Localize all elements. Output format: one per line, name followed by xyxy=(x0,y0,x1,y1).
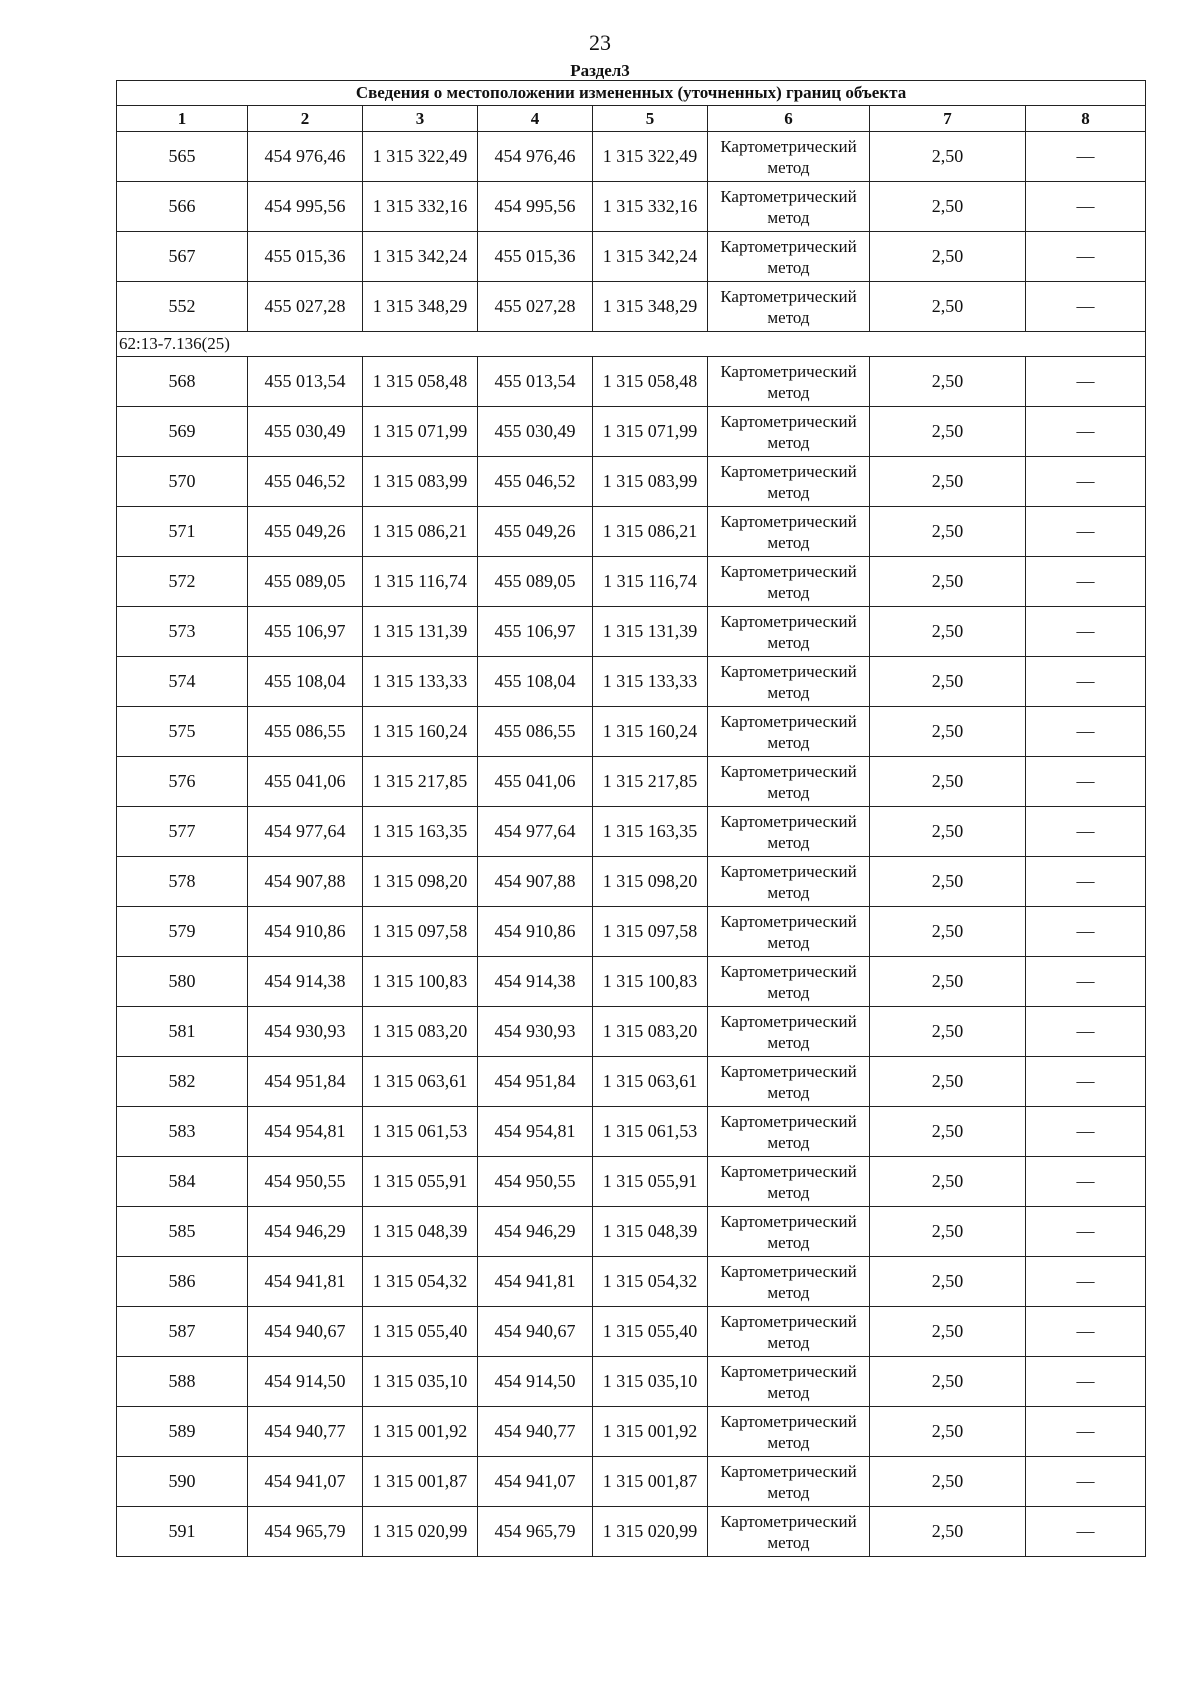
cell-point-number: 577 xyxy=(117,807,248,857)
column-number: 4 xyxy=(478,106,593,132)
cell-x-new: 455 030,49 xyxy=(478,407,593,457)
cell-x-old: 455 030,49 xyxy=(248,407,363,457)
table-row xyxy=(117,707,1146,757)
cell-y-old: 1 315 342,24 xyxy=(363,232,478,282)
cell-x-new: 455 046,52 xyxy=(478,457,593,507)
cell-point-number: 581 xyxy=(117,1007,248,1057)
cell-y-new: 1 315 217,85 xyxy=(593,757,708,807)
cell-method: Картометрический метод xyxy=(708,407,870,457)
cell-y-new: 1 315 160,24 xyxy=(593,707,708,757)
cell-method: Картометрический метод xyxy=(708,607,870,657)
cell-x-old: 455 046,52 xyxy=(248,457,363,507)
cell-method: Картометрический метод xyxy=(708,1507,870,1557)
cell-accuracy: 2,50 xyxy=(870,1307,1026,1357)
column-number: 2 xyxy=(248,106,363,132)
cell-x-old: 454 941,07 xyxy=(248,1457,363,1507)
cell-x-new: 454 995,56 xyxy=(478,182,593,232)
cell-y-old: 1 315 160,24 xyxy=(363,707,478,757)
cell-description: — xyxy=(1026,1457,1146,1507)
cell-method: Картометрический метод xyxy=(708,1457,870,1507)
cell-point-number: 588 xyxy=(117,1357,248,1407)
cell-description: — xyxy=(1026,707,1146,757)
cell-x-old: 454 976,46 xyxy=(248,132,363,182)
cell-description: — xyxy=(1026,1357,1146,1407)
cell-point-number: 552 xyxy=(117,282,248,332)
cell-x-old: 455 108,04 xyxy=(248,657,363,707)
cell-y-new: 1 315 097,58 xyxy=(593,907,708,957)
cell-description: — xyxy=(1026,1407,1146,1457)
cell-description: — xyxy=(1026,1507,1146,1557)
cell-x-old: 454 977,64 xyxy=(248,807,363,857)
cell-accuracy: 2,50 xyxy=(870,1157,1026,1207)
cell-point-number: 586 xyxy=(117,1257,248,1307)
cell-y-old: 1 315 163,35 xyxy=(363,807,478,857)
cell-point-number: 567 xyxy=(117,232,248,282)
column-number: 1 xyxy=(117,106,248,132)
cell-x-old: 454 914,38 xyxy=(248,957,363,1007)
cell-x-old: 455 027,28 xyxy=(248,282,363,332)
cell-x-new: 454 940,77 xyxy=(478,1407,593,1457)
cell-point-number: 575 xyxy=(117,707,248,757)
table-row xyxy=(117,757,1146,807)
cell-description: — xyxy=(1026,807,1146,857)
cell-x-old: 455 049,26 xyxy=(248,507,363,557)
cell-x-old: 454 965,79 xyxy=(248,1507,363,1557)
cell-accuracy: 2,50 xyxy=(870,1507,1026,1557)
cell-method: Картометрический метод xyxy=(708,1257,870,1307)
cell-x-old: 455 013,54 xyxy=(248,357,363,407)
table-row xyxy=(117,1107,1146,1157)
cell-method: Картометрический метод xyxy=(708,507,870,557)
cell-y-new: 1 315 131,39 xyxy=(593,607,708,657)
cell-y-new: 1 315 001,92 xyxy=(593,1407,708,1457)
column-number: 7 xyxy=(870,106,1026,132)
cell-method: Картометрический метод xyxy=(708,1207,870,1257)
cell-method: Картометрический метод xyxy=(708,132,870,182)
cell-y-old: 1 315 083,99 xyxy=(363,457,478,507)
cell-accuracy: 2,50 xyxy=(870,282,1026,332)
table-caption: Сведения о местоположении измененных (уточненных) границ объекта xyxy=(117,81,1146,106)
cell-description: — xyxy=(1026,857,1146,907)
cell-y-old: 1 315 071,99 xyxy=(363,407,478,457)
cell-accuracy: 2,50 xyxy=(870,357,1026,407)
cell-y-new: 1 315 133,33 xyxy=(593,657,708,707)
cell-y-old: 1 315 100,83 xyxy=(363,957,478,1007)
cell-x-new: 454 946,29 xyxy=(478,1207,593,1257)
cell-description: — xyxy=(1026,182,1146,232)
cell-point-number: 585 xyxy=(117,1207,248,1257)
cell-x-old: 455 106,97 xyxy=(248,607,363,657)
cell-point-number: 580 xyxy=(117,957,248,1007)
table-row xyxy=(117,1007,1146,1057)
cell-x-old: 454 907,88 xyxy=(248,857,363,907)
cell-accuracy: 2,50 xyxy=(870,1007,1026,1057)
cell-y-old: 1 315 001,92 xyxy=(363,1407,478,1457)
cell-accuracy: 2,50 xyxy=(870,1057,1026,1107)
cell-method: Картометрический метод xyxy=(708,807,870,857)
cell-y-new: 1 315 058,48 xyxy=(593,357,708,407)
cell-accuracy: 2,50 xyxy=(870,1457,1026,1507)
cell-accuracy: 2,50 xyxy=(870,1207,1026,1257)
cell-x-old: 455 041,06 xyxy=(248,757,363,807)
cell-x-old: 454 954,81 xyxy=(248,1107,363,1157)
cell-x-new: 454 976,46 xyxy=(478,132,593,182)
cell-x-old: 454 914,50 xyxy=(248,1357,363,1407)
cell-x-new: 455 015,36 xyxy=(478,232,593,282)
cell-y-new: 1 315 098,20 xyxy=(593,857,708,907)
cell-y-new: 1 315 071,99 xyxy=(593,407,708,457)
table-row xyxy=(117,1507,1146,1557)
cell-point-number: 578 xyxy=(117,857,248,907)
cell-method: Картометрический метод xyxy=(708,957,870,1007)
group-label: 62:13-7.136(25) xyxy=(117,332,1146,357)
section-title: Раздел3 xyxy=(570,61,630,80)
table-body xyxy=(117,81,1146,1557)
cell-y-old: 1 315 035,10 xyxy=(363,1357,478,1407)
cell-x-new: 454 930,93 xyxy=(478,1007,593,1057)
cell-method: Картометрический метод xyxy=(708,707,870,757)
cell-description: — xyxy=(1026,1057,1146,1107)
cell-y-old: 1 315 020,99 xyxy=(363,1507,478,1557)
cell-y-new: 1 315 342,24 xyxy=(593,232,708,282)
cell-y-new: 1 315 055,91 xyxy=(593,1157,708,1207)
cell-method: Картометрический метод xyxy=(708,907,870,957)
cell-point-number: 568 xyxy=(117,357,248,407)
cell-x-new: 454 950,55 xyxy=(478,1157,593,1207)
cell-accuracy: 2,50 xyxy=(870,507,1026,557)
table-row xyxy=(117,1157,1146,1207)
cell-y-old: 1 315 332,16 xyxy=(363,182,478,232)
cell-x-old: 454 940,67 xyxy=(248,1307,363,1357)
cell-accuracy: 2,50 xyxy=(870,557,1026,607)
boundary-coordinates-table xyxy=(116,80,1146,1557)
cell-y-new: 1 315 083,99 xyxy=(593,457,708,507)
table-row xyxy=(117,1407,1146,1457)
cell-y-new: 1 315 061,53 xyxy=(593,1107,708,1157)
cell-accuracy: 2,50 xyxy=(870,857,1026,907)
cell-method: Картометрический метод xyxy=(708,857,870,907)
cell-description: — xyxy=(1026,557,1146,607)
table-row xyxy=(117,1207,1146,1257)
cell-method: Картометрический метод xyxy=(708,232,870,282)
cell-x-new: 454 951,84 xyxy=(478,1057,593,1107)
cell-x-old: 454 941,81 xyxy=(248,1257,363,1307)
cell-accuracy: 2,50 xyxy=(870,1257,1026,1307)
cell-accuracy: 2,50 xyxy=(870,1357,1026,1407)
cell-description: — xyxy=(1026,132,1146,182)
cell-y-new: 1 315 332,16 xyxy=(593,182,708,232)
cell-y-old: 1 315 133,33 xyxy=(363,657,478,707)
cell-y-new: 1 315 348,29 xyxy=(593,282,708,332)
cell-y-old: 1 315 131,39 xyxy=(363,607,478,657)
cell-method: Картометрический метод xyxy=(708,1157,870,1207)
table-row xyxy=(117,857,1146,907)
cell-point-number: 576 xyxy=(117,757,248,807)
cell-y-new: 1 315 083,20 xyxy=(593,1007,708,1057)
cell-y-old: 1 315 063,61 xyxy=(363,1057,478,1107)
cell-x-old: 454 910,86 xyxy=(248,907,363,957)
cell-y-old: 1 315 001,87 xyxy=(363,1457,478,1507)
table-row xyxy=(117,457,1146,507)
cell-point-number: 587 xyxy=(117,1307,248,1357)
cell-point-number: 569 xyxy=(117,407,248,457)
table-row xyxy=(117,182,1146,232)
cell-y-old: 1 315 054,32 xyxy=(363,1257,478,1307)
cell-point-number: 584 xyxy=(117,1157,248,1207)
cell-method: Картометрический метод xyxy=(708,1007,870,1057)
cell-x-new: 455 049,26 xyxy=(478,507,593,557)
cell-x-old: 454 930,93 xyxy=(248,1007,363,1057)
cell-y-old: 1 315 055,91 xyxy=(363,1157,478,1207)
cell-x-new: 454 941,81 xyxy=(478,1257,593,1307)
cell-method: Картометрический метод xyxy=(708,357,870,407)
cell-description: — xyxy=(1026,957,1146,1007)
page-number: 23 xyxy=(589,30,611,55)
cell-x-old: 454 950,55 xyxy=(248,1157,363,1207)
cell-description: — xyxy=(1026,1257,1146,1307)
cell-description: — xyxy=(1026,1107,1146,1157)
cell-method: Картометрический метод xyxy=(708,757,870,807)
cell-y-old: 1 315 058,48 xyxy=(363,357,478,407)
group-row xyxy=(117,332,1146,357)
cell-description: — xyxy=(1026,282,1146,332)
cell-accuracy: 2,50 xyxy=(870,707,1026,757)
table-row xyxy=(117,507,1146,557)
cell-x-new: 454 914,50 xyxy=(478,1357,593,1407)
cell-description: — xyxy=(1026,357,1146,407)
cell-accuracy: 2,50 xyxy=(870,1407,1026,1457)
cell-y-new: 1 315 020,99 xyxy=(593,1507,708,1557)
column-number: 5 xyxy=(593,106,708,132)
cell-method: Картометрический метод xyxy=(708,1407,870,1457)
cell-method: Картометрический метод xyxy=(708,1357,870,1407)
cell-x-new: 454 907,88 xyxy=(478,857,593,907)
table-row xyxy=(117,1307,1146,1357)
cell-description: — xyxy=(1026,657,1146,707)
cell-x-new: 454 940,67 xyxy=(478,1307,593,1357)
cell-y-old: 1 315 348,29 xyxy=(363,282,478,332)
cell-y-new: 1 315 163,35 xyxy=(593,807,708,857)
cell-x-new: 454 941,07 xyxy=(478,1457,593,1507)
cell-point-number: 566 xyxy=(117,182,248,232)
cell-y-old: 1 315 048,39 xyxy=(363,1207,478,1257)
cell-point-number: 572 xyxy=(117,557,248,607)
table-row xyxy=(117,957,1146,1007)
cell-x-new: 455 041,06 xyxy=(478,757,593,807)
cell-y-old: 1 315 097,58 xyxy=(363,907,478,957)
cell-x-new: 454 965,79 xyxy=(478,1507,593,1557)
table-row xyxy=(117,282,1146,332)
cell-y-new: 1 315 055,40 xyxy=(593,1307,708,1357)
cell-x-new: 454 977,64 xyxy=(478,807,593,857)
table-row xyxy=(117,357,1146,407)
column-number: 3 xyxy=(363,106,478,132)
cell-accuracy: 2,50 xyxy=(870,457,1026,507)
cell-accuracy: 2,50 xyxy=(870,232,1026,282)
cell-x-new: 454 954,81 xyxy=(478,1107,593,1157)
cell-method: Картометрический метод xyxy=(708,182,870,232)
cell-method: Картометрический метод xyxy=(708,1307,870,1357)
cell-description: — xyxy=(1026,1207,1146,1257)
cell-x-new: 455 086,55 xyxy=(478,707,593,757)
cell-description: — xyxy=(1026,757,1146,807)
cell-x-old: 454 995,56 xyxy=(248,182,363,232)
cell-x-old: 455 089,05 xyxy=(248,557,363,607)
cell-accuracy: 2,50 xyxy=(870,182,1026,232)
table-row xyxy=(117,607,1146,657)
cell-point-number: 589 xyxy=(117,1407,248,1457)
cell-y-old: 1 315 217,85 xyxy=(363,757,478,807)
cell-point-number: 579 xyxy=(117,907,248,957)
cell-accuracy: 2,50 xyxy=(870,957,1026,1007)
cell-accuracy: 2,50 xyxy=(870,657,1026,707)
cell-point-number: 582 xyxy=(117,1057,248,1107)
cell-accuracy: 2,50 xyxy=(870,132,1026,182)
cell-y-new: 1 315 116,74 xyxy=(593,557,708,607)
cell-y-new: 1 315 100,83 xyxy=(593,957,708,1007)
cell-y-old: 1 315 083,20 xyxy=(363,1007,478,1057)
column-number: 8 xyxy=(1026,106,1146,132)
table-row xyxy=(117,1457,1146,1507)
cell-point-number: 574 xyxy=(117,657,248,707)
table-caption-row xyxy=(117,81,1146,106)
cell-method: Картометрический метод xyxy=(708,657,870,707)
cell-x-old: 454 946,29 xyxy=(248,1207,363,1257)
cell-method: Картометрический метод xyxy=(708,1057,870,1107)
cell-description: — xyxy=(1026,907,1146,957)
cell-y-new: 1 315 001,87 xyxy=(593,1457,708,1507)
cell-y-new: 1 315 048,39 xyxy=(593,1207,708,1257)
cell-y-new: 1 315 035,10 xyxy=(593,1357,708,1407)
cell-x-new: 455 013,54 xyxy=(478,357,593,407)
table-row xyxy=(117,807,1146,857)
cell-point-number: 573 xyxy=(117,607,248,657)
cell-x-new: 454 914,38 xyxy=(478,957,593,1007)
cell-y-new: 1 315 054,32 xyxy=(593,1257,708,1307)
cell-point-number: 590 xyxy=(117,1457,248,1507)
cell-x-old: 455 086,55 xyxy=(248,707,363,757)
cell-description: — xyxy=(1026,607,1146,657)
table-row xyxy=(117,657,1146,707)
cell-y-new: 1 315 063,61 xyxy=(593,1057,708,1107)
table-row xyxy=(117,1357,1146,1407)
cell-method: Картометрический метод xyxy=(708,557,870,607)
cell-description: — xyxy=(1026,1307,1146,1357)
cell-y-new: 1 315 086,21 xyxy=(593,507,708,557)
cell-y-old: 1 315 086,21 xyxy=(363,507,478,557)
cell-method: Картометрический метод xyxy=(708,1107,870,1157)
table-row xyxy=(117,907,1146,957)
cell-x-new: 454 910,86 xyxy=(478,907,593,957)
cell-x-new: 455 027,28 xyxy=(478,282,593,332)
cell-y-old: 1 315 055,40 xyxy=(363,1307,478,1357)
cell-x-new: 455 089,05 xyxy=(478,557,593,607)
column-number-row xyxy=(117,106,1146,132)
table-row xyxy=(117,1257,1146,1307)
cell-y-old: 1 315 116,74 xyxy=(363,557,478,607)
cell-x-old: 454 951,84 xyxy=(248,1057,363,1107)
cell-method: Картометрический метод xyxy=(708,282,870,332)
cell-x-new: 455 106,97 xyxy=(478,607,593,657)
table-row xyxy=(117,407,1146,457)
cell-method: Картометрический метод xyxy=(708,457,870,507)
cell-accuracy: 2,50 xyxy=(870,907,1026,957)
cell-accuracy: 2,50 xyxy=(870,1107,1026,1157)
cell-point-number: 591 xyxy=(117,1507,248,1557)
cell-accuracy: 2,50 xyxy=(870,607,1026,657)
cell-description: — xyxy=(1026,507,1146,557)
cell-accuracy: 2,50 xyxy=(870,757,1026,807)
cell-accuracy: 2,50 xyxy=(870,807,1026,857)
table-row xyxy=(117,1057,1146,1107)
table-row xyxy=(117,132,1146,182)
cell-point-number: 565 xyxy=(117,132,248,182)
column-number: 6 xyxy=(708,106,870,132)
cell-x-old: 454 940,77 xyxy=(248,1407,363,1457)
cell-point-number: 570 xyxy=(117,457,248,507)
cell-y-new: 1 315 322,49 xyxy=(593,132,708,182)
cell-description: — xyxy=(1026,232,1146,282)
cell-x-new: 455 108,04 xyxy=(478,657,593,707)
cell-description: — xyxy=(1026,457,1146,507)
cell-description: — xyxy=(1026,407,1146,457)
table-row xyxy=(117,557,1146,607)
cell-y-old: 1 315 322,49 xyxy=(363,132,478,182)
cell-y-old: 1 315 098,20 xyxy=(363,857,478,907)
cell-point-number: 571 xyxy=(117,507,248,557)
cell-y-old: 1 315 061,53 xyxy=(363,1107,478,1157)
cell-accuracy: 2,50 xyxy=(870,407,1026,457)
cell-description: — xyxy=(1026,1007,1146,1057)
cell-point-number: 583 xyxy=(117,1107,248,1157)
cell-description: — xyxy=(1026,1157,1146,1207)
cell-x-old: 455 015,36 xyxy=(248,232,363,282)
table-row xyxy=(117,232,1146,282)
